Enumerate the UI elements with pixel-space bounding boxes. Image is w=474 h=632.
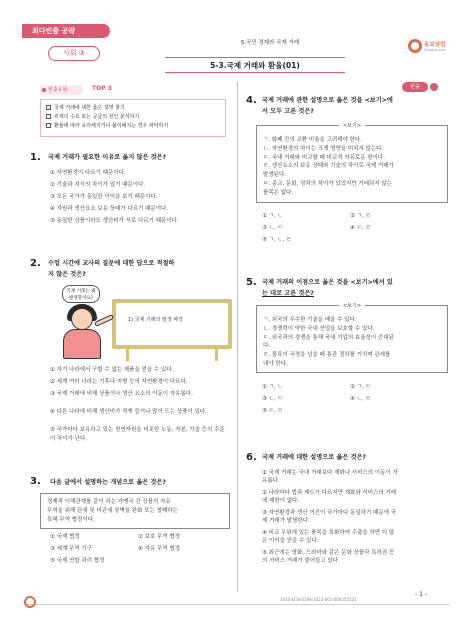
- bubble-line2: 발생할까요?: [68, 296, 94, 301]
- q6-option[interactable]: ⑤ 최근에는 영화, 드라마와 같은 문화 상품과 특허권 등: [262, 550, 395, 556]
- q4-option[interactable]: ② ㄱ, ㄹ: [350, 213, 371, 219]
- q3-option[interactable]: ④ 자유 무역 협정: [138, 546, 181, 552]
- checkbox-icon: [46, 123, 51, 128]
- q6-option-cont: 유롭다.: [262, 478, 280, 484]
- q6-text: 국제 거래에 대한 설명으로 옳은 것은?: [262, 454, 367, 461]
- q5-option[interactable]: ⑤ ㄷ, ㄹ: [262, 408, 283, 414]
- bogi-title: <보기>: [339, 302, 365, 311]
- q4-number: 4.: [246, 95, 257, 106]
- q4-option[interactable]: ③ ㄴ, ㄷ: [262, 225, 283, 231]
- section-title-text: 5-3.국제 거래와 환율(01): [210, 61, 300, 70]
- freq-item: 환율에 따라 유리해지거나 불리해지는 경우 파악하기: [46, 122, 220, 131]
- q5-option[interactable]: ④ ㄴ, ㄹ: [350, 396, 371, 402]
- q6-option[interactable]: ④ 비교 우위에 있는 품목을 특화하여 수출을 하면 더 많: [262, 530, 395, 536]
- q4-option[interactable]: ④ ㄷ, ㄹ: [350, 225, 371, 231]
- teacher-icon: [71, 308, 93, 330]
- board-text: 1) 국제 거래의 발생 배경: [128, 317, 183, 323]
- q3-option[interactable]: ⑤ 국제 연합 과리 협정: [50, 558, 105, 564]
- q4-option[interactable]: ⑤ ㄱ, ㄴ, ㄹ: [262, 237, 292, 243]
- speech-bubble: [62, 285, 100, 303]
- q3-option[interactable]: ② 보호 무역 협정: [138, 534, 181, 540]
- q6-number: 6.: [246, 452, 257, 463]
- badge-dot-icon: [430, 83, 438, 91]
- page-number: - 1 -: [415, 591, 427, 598]
- publisher-logo: [408, 36, 452, 62]
- q2-option[interactable]: ③ 국제 거래에 비해 상품이나 생산 요소의 이동이 자유롭다.: [50, 391, 193, 397]
- subject-label: 사회 ③: [48, 46, 100, 61]
- q6-option[interactable]: ① 국제 거래는 국내 거래보다 재화나 서비스의 이동이 자: [262, 470, 398, 476]
- q5-text-line1: 국제 거래의 이점으로 옳은 것을 <보기>에서 있: [262, 279, 393, 286]
- top-banner: 최다빈출 공략: [22, 24, 110, 38]
- q1-option[interactable]: ① 자연환경이 다르기 때문이다.: [50, 170, 126, 176]
- q5-text-line2: 는 대로 고른 것은?: [262, 290, 314, 297]
- q2-option[interactable]: ① 자기 나라에서 구할 수 없는 제품을 얻을 수 있다.: [50, 367, 174, 373]
- q5-bogi-box: <보기> ㄱ. 외국의 우수한 기술을 배울 수 있다. ㄴ. 경쟁력이 약한 국내 산업을 보호할 수 있다. ㄷ. 외국과의 경쟁을 통해 국내 기업의 효율성이 증대된 다. ㄹ. 물류이 국경을 넘을 때 통관 절차를 거치며 관세를 내야 한다.: [256, 305, 448, 373]
- q5-option[interactable]: ① ㄱ, ㄴ: [262, 384, 283, 390]
- q6-option-cont: 에 제한이 없다.: [262, 498, 300, 504]
- q1-option[interactable]: ③ 모든 국가가 동일한 이익을 보기 때문이다.: [50, 194, 158, 200]
- bubble-line1: 국제 거래는 왜: [66, 289, 96, 294]
- frequent-badge: 빈출: [402, 82, 428, 92]
- q2-option[interactable]: ⑤ 국가마다 보유하고 있는 천연자원을 비롯한 노동, 자본, 기술 등의 수준이 차이가 난다.: [50, 427, 225, 442]
- q1-text: 국제 거래가 필요한 이유로 옳지 않은 것은?: [48, 154, 167, 161]
- chalkboard: [112, 299, 232, 349]
- q3-passage: 경제적 이해관계를 같이 하는 가맹국 간 상품의 자유 무역을 위해 관세 및 비관세 장벽을 완화 또는 철폐하는 특혜 무역 협정이다.: [40, 493, 230, 529]
- q4-option[interactable]: ① ㄱ, ㄴ: [262, 213, 283, 219]
- q4-bogi-box: <보기> ㄱ. 화폐 간의 교환 비율을 고려해야 한다. ㄴ. 자연환경의 차이는 크게 영향을 미치지 않는다. ㄷ. 국내 거래와 비교할 때 비교적 자유로운 편이다. ㄹ. 생산요소의 보유 상태와 기술의 차이로 국제 거래가 발생된다. ㅁ. 종교, 문화, 정치의 차이가 있었지만 거래되지 않는 품목은 없다.: [256, 125, 448, 203]
- q6-option-cont: 제 거래가 발생한다.: [262, 518, 310, 524]
- unit-heading: 5.국민 경제와 국제 거래: [240, 40, 300, 46]
- chalkboard-surface: [116, 303, 228, 345]
- freq-label: [40, 85, 82, 95]
- footer-logo-icon: [24, 596, 36, 608]
- q4-text-line1: 국제 거래에 관한 설명으로 옳은 것을 <보기>에: [262, 97, 393, 104]
- freq-item: 국제 거래에 대한 옳은 설명 찾기: [46, 104, 220, 113]
- q2-option[interactable]: ② 세계 여러 나라는 기후나 지형 등의 자연환경이 다르다.: [50, 379, 188, 385]
- freq-item: 외제의 수요 또는 공급의 원인 분석하기: [46, 113, 220, 122]
- q2-option[interactable]: ④ 다른 나라에 비해 생산비가 적게 들거나 많이 드는 상품이 있다.: [50, 409, 207, 415]
- top3-label: TOP 3: [92, 85, 112, 92]
- q3-option[interactable]: ① 국제 협정: [50, 534, 80, 540]
- q6-option-cont: 의 서비스 거래가 줄어들고 있다.: [262, 558, 340, 564]
- footer-divider: [26, 604, 450, 605]
- checkbox-icon: [46, 114, 51, 119]
- q2-number: 2.: [30, 258, 41, 269]
- logo-ring-icon: [408, 39, 422, 53]
- q2-text-line2: 지 않은 것은?: [48, 271, 86, 278]
- q3-text: 다음 글에서 설명하는 개념으로 옳은 것은?: [50, 479, 166, 486]
- teacher-body: [63, 329, 101, 359]
- q1-number: 1.: [30, 152, 41, 163]
- board-leg: [215, 349, 218, 361]
- q1-option[interactable]: ② 기술과 지식의 차이가 있기 때문이다.: [50, 182, 146, 188]
- q3-option[interactable]: ③ 세계 무역 기구: [50, 546, 93, 552]
- q6-option[interactable]: ② 나라마다 법과 제도가 다르지만 재화와 서비스의 거래: [262, 490, 397, 496]
- section-title: [165, 57, 345, 73]
- q3-number: 3.: [30, 476, 41, 487]
- freq-box: [40, 99, 226, 137]
- document-code: 3410-ECN-0199-2023-001-000255121: [280, 597, 357, 602]
- q2-text-line1: 수업 시간에 교사의 질문에 대한 답으로 적절하: [48, 260, 175, 267]
- q4-text-line2: 서 모두 고른 것은?: [262, 108, 314, 115]
- bogi-title: <보기>: [339, 122, 365, 131]
- dot-icon: [42, 88, 46, 92]
- q1-option[interactable]: ④ 자원과 생산요소 보유 상태가 다르기 때문이다.: [50, 206, 169, 212]
- logo-sub: Dongbo.com: [424, 48, 447, 52]
- column-divider: [237, 82, 238, 592]
- board-leg: [126, 349, 129, 361]
- q6-option-cont: 은 이익을 얻을 수 있다.: [262, 538, 319, 544]
- q5-option[interactable]: ③ ㄴ, ㄷ: [262, 396, 283, 402]
- q1-option[interactable]: ⑤ 동일한 상품이라도 생산비가 서로 다르기 때문이다.: [50, 218, 179, 224]
- checkbox-icon: [46, 105, 51, 110]
- freq-label-text: 빈출유형: [48, 87, 68, 93]
- logo-name: 동보닷컴: [424, 42, 446, 48]
- q5-option[interactable]: ② ㄱ, ㄷ: [350, 384, 371, 390]
- q6-option[interactable]: ③ 자연환경과 생산 여건이 국가마다 동일하기 때문에 국: [262, 510, 397, 516]
- q5-number: 5.: [246, 277, 257, 288]
